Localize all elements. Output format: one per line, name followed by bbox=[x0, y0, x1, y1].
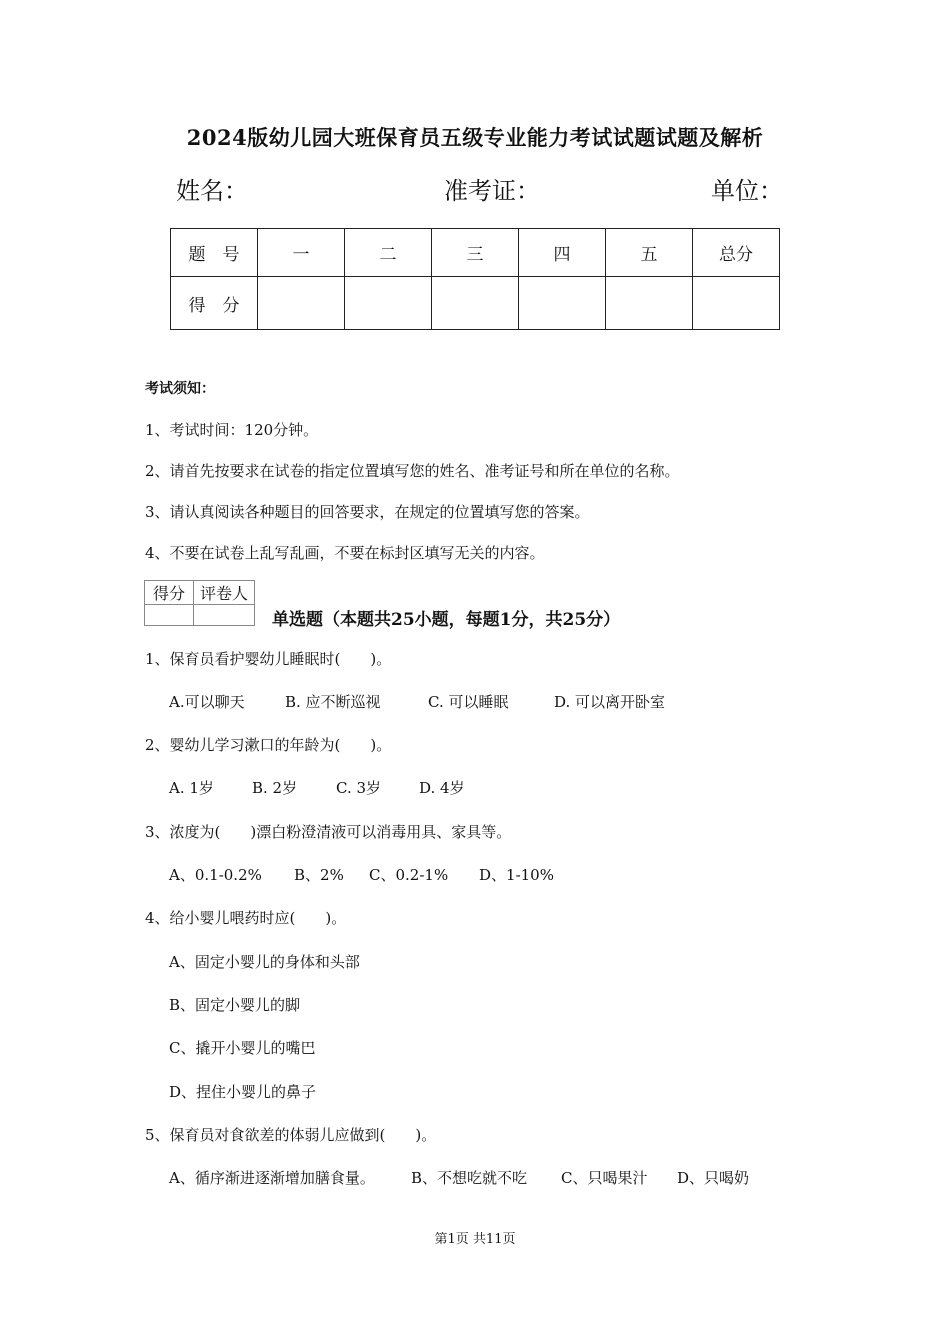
question-options bbox=[169, 1167, 749, 1188]
score-cell[interactable] bbox=[258, 277, 345, 330]
option-b: B. 应不断巡视 bbox=[285, 693, 381, 711]
grader-name-label: 评卷人 bbox=[194, 581, 255, 605]
score-cell[interactable] bbox=[345, 277, 432, 330]
question-text: 2、婴幼儿学习漱口的年龄为( )。 bbox=[145, 736, 392, 754]
notice-item: 1、考试时间：120分钟。 bbox=[145, 421, 319, 439]
grader-score-label: 得分 bbox=[145, 581, 194, 605]
option-d: D、只喝奶 bbox=[677, 1169, 750, 1187]
option-a: A、0.1-0.2% bbox=[169, 866, 262, 884]
option-d: D. 可以离开卧室 bbox=[554, 693, 666, 711]
option-a: A、固定小婴儿的身体和头部 bbox=[169, 953, 360, 971]
option-d: D、1-10% bbox=[479, 866, 554, 884]
option-a: A、循序渐进逐渐增加膳食量。 bbox=[169, 1169, 375, 1187]
option-b: B、不想吃就不吃 bbox=[411, 1169, 528, 1187]
score-header-cell: 五 bbox=[606, 229, 693, 277]
question-text: 3、浓度为( )漂白粉澄清液可以消毒用具、家具等。 bbox=[145, 823, 512, 841]
option-d: D、捏住小婴儿的鼻子 bbox=[169, 1083, 317, 1101]
score-row-label: 得 分 bbox=[171, 277, 258, 330]
name-label: 姓名： bbox=[176, 177, 248, 205]
score-header-cell: 三 bbox=[432, 229, 519, 277]
page-footer: 第1页 共11页 bbox=[434, 1232, 516, 1247]
question-options bbox=[169, 777, 465, 798]
score-cell[interactable] bbox=[519, 277, 606, 330]
unit-label: 单位： bbox=[711, 177, 783, 205]
section-title: 单选题（本题共25小题，每题1分，共25分） bbox=[272, 610, 621, 630]
notice-title: 考试须知： bbox=[145, 381, 215, 397]
score-header-cell: 一 bbox=[258, 229, 345, 277]
question-text: 4、给小婴儿喂药时应( )。 bbox=[145, 909, 347, 927]
page-title: 2024版幼儿园大班保育员五级专业能力考试试题试题及解析 bbox=[186, 125, 764, 150]
option-c: C. 可以睡眠 bbox=[428, 693, 509, 711]
score-header-cell: 总分 bbox=[693, 229, 780, 277]
score-cell[interactable] bbox=[432, 277, 519, 330]
option-c: C、0.2-1% bbox=[369, 866, 449, 884]
grader-name-cell[interactable] bbox=[194, 605, 255, 626]
score-header-cell: 四 bbox=[519, 229, 606, 277]
option-a: A.可以聊天 bbox=[169, 693, 245, 711]
score-header-cell: 二 bbox=[345, 229, 432, 277]
score-cell[interactable] bbox=[606, 277, 693, 330]
score-cell[interactable] bbox=[693, 277, 780, 330]
question-text: 5、保育员对食欲差的体弱儿应做到( )。 bbox=[145, 1126, 437, 1144]
score-table-header-row bbox=[171, 229, 780, 277]
question-options bbox=[169, 864, 554, 885]
option-a: A. 1岁 bbox=[169, 779, 214, 797]
score-table-score-row bbox=[171, 277, 780, 330]
question-text: 1、保育员看护婴幼儿睡眠时( )。 bbox=[145, 650, 392, 668]
option-c: C. 3岁 bbox=[336, 779, 382, 797]
notice-item: 4、不要在试卷上乱写乱画，不要在标封区填写无关的内容。 bbox=[145, 544, 545, 562]
notice-item: 3、请认真阅读各种题目的回答要求，在规定的位置填写您的答案。 bbox=[145, 503, 590, 521]
score-header-cell: 题 号 bbox=[171, 229, 258, 277]
option-b: B. 2岁 bbox=[252, 779, 298, 797]
option-c: C、只喝果汁 bbox=[561, 1169, 648, 1187]
question-options bbox=[169, 691, 665, 712]
grader-score-cell[interactable] bbox=[145, 605, 194, 626]
option-b: B、固定小婴儿的脚 bbox=[169, 996, 301, 1014]
score-table bbox=[170, 228, 780, 330]
notice-item: 2、请首先按要求在试卷的指定位置填写您的姓名、准考证号和所在单位的名称。 bbox=[145, 462, 680, 480]
option-b: B、2% bbox=[294, 866, 344, 884]
option-c: C、撬开小婴儿的嘴巴 bbox=[169, 1039, 316, 1057]
option-d: D. 4岁 bbox=[419, 779, 465, 797]
exam-id-label: 准考证： bbox=[444, 177, 540, 205]
grader-box bbox=[144, 580, 255, 626]
